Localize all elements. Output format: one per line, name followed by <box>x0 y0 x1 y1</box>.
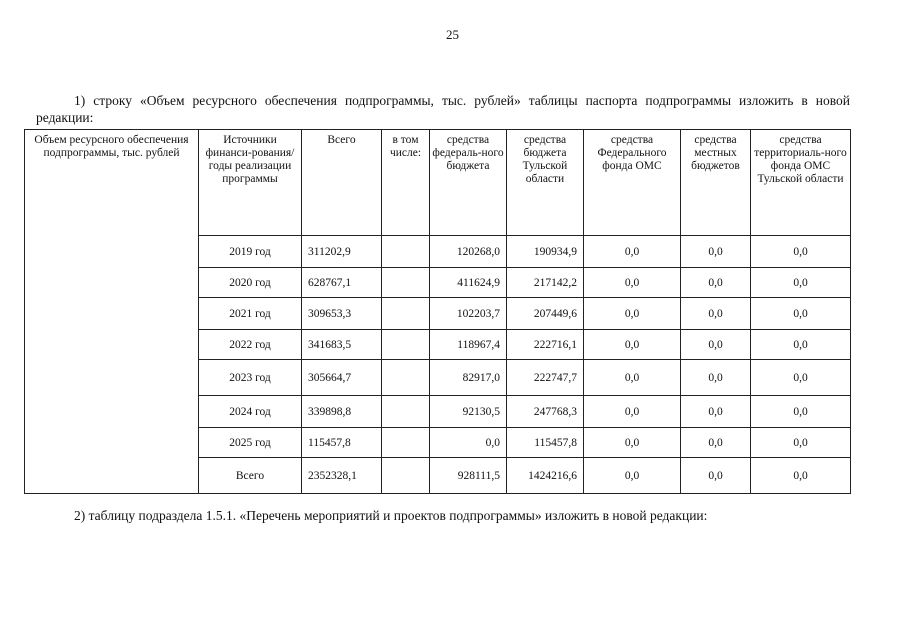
header-sources: Источники финанси-рования/ годы реализации программы <box>199 130 302 236</box>
local-cell: 0,0 <box>681 428 751 458</box>
instruction-item-2: 2) таблицу подраздела 1.5.1. «Перечень мероприятий и проектов подпрограммы» изложить в новой редакции: <box>74 508 708 523</box>
including-cell <box>382 458 430 494</box>
header-tfoms: средства территориаль-ного фонда ОМС Тульской области <box>751 130 851 236</box>
header-total: Всего <box>302 130 382 236</box>
financing-table <box>24 129 851 494</box>
total-cell: 115457,8 <box>302 428 382 458</box>
federal-cell: 102203,7 <box>430 298 507 330</box>
header-ffoms: средства Федерального фонда ОМС <box>584 130 681 236</box>
local-cell: 0,0 <box>681 396 751 428</box>
ffoms-cell: 0,0 <box>584 268 681 298</box>
year-cell: 2021 год <box>199 298 302 330</box>
year-cell: 2019 год <box>199 236 302 268</box>
including-cell <box>382 360 430 396</box>
total-cell: 628767,1 <box>302 268 382 298</box>
instruction-item-1: 1) строку «Объем ресурсного обеспечения подпрограммы, тыс. рублей» таблицы паспорта подпрограммы изложить в новой редакции: <box>36 93 850 125</box>
ffoms-cell: 0,0 <box>584 298 681 330</box>
federal-cell: 928111,5 <box>430 458 507 494</box>
local-cell: 0,0 <box>681 298 751 330</box>
local-cell: 0,0 <box>681 458 751 494</box>
tfoms-cell: 0,0 <box>751 298 851 330</box>
total-cell: 2352328,1 <box>302 458 382 494</box>
total-cell: 305664,7 <box>302 360 382 396</box>
year-cell: 2020 год <box>199 268 302 298</box>
regional-cell: 190934,9 <box>507 236 584 268</box>
ffoms-cell: 0,0 <box>584 360 681 396</box>
tfoms-cell: 0,0 <box>751 268 851 298</box>
tfoms-cell: 0,0 <box>751 236 851 268</box>
header-regional: средства бюджета Тульской области <box>507 130 584 236</box>
ffoms-cell: 0,0 <box>584 330 681 360</box>
header-local: средства местных бюджетов <box>681 130 751 236</box>
row-label-cell: Объем ресурсного обеспечения подпрограммы, тыс. рублей <box>25 130 199 494</box>
regional-cell: 222747,7 <box>507 360 584 396</box>
tfoms-cell: 0,0 <box>751 330 851 360</box>
local-cell: 0,0 <box>681 330 751 360</box>
federal-cell: 92130,5 <box>430 396 507 428</box>
table-header-row <box>25 130 851 236</box>
local-cell: 0,0 <box>681 268 751 298</box>
ffoms-cell: 0,0 <box>584 236 681 268</box>
local-cell: 0,0 <box>681 236 751 268</box>
year-cell: 2023 год <box>199 360 302 396</box>
federal-cell: 0,0 <box>430 428 507 458</box>
federal-cell: 82917,0 <box>430 360 507 396</box>
total-cell: 309653,3 <box>302 298 382 330</box>
year-cell: Всего <box>199 458 302 494</box>
including-cell <box>382 268 430 298</box>
regional-cell: 207449,6 <box>507 298 584 330</box>
year-cell: 2022 год <box>199 330 302 360</box>
including-cell <box>382 330 430 360</box>
ffoms-cell: 0,0 <box>584 428 681 458</box>
regional-cell: 115457,8 <box>507 428 584 458</box>
total-cell: 341683,5 <box>302 330 382 360</box>
header-including: в том числе: <box>382 130 430 236</box>
tfoms-cell: 0,0 <box>751 458 851 494</box>
regional-cell: 247768,3 <box>507 396 584 428</box>
regional-cell: 222716,1 <box>507 330 584 360</box>
local-cell: 0,0 <box>681 360 751 396</box>
year-cell: 2025 год <box>199 428 302 458</box>
tfoms-cell: 0,0 <box>751 428 851 458</box>
federal-cell: 118967,4 <box>430 330 507 360</box>
header-federal: средства федераль-ного бюджета <box>430 130 507 236</box>
tfoms-cell: 0,0 <box>751 396 851 428</box>
total-cell: 311202,9 <box>302 236 382 268</box>
year-cell: 2024 год <box>199 396 302 428</box>
regional-cell: 1424216,6 <box>507 458 584 494</box>
including-cell <box>382 236 430 268</box>
regional-cell: 217142,2 <box>507 268 584 298</box>
federal-cell: 411624,9 <box>430 268 507 298</box>
ffoms-cell: 0,0 <box>584 458 681 494</box>
tfoms-cell: 0,0 <box>751 360 851 396</box>
total-cell: 339898,8 <box>302 396 382 428</box>
including-cell <box>382 396 430 428</box>
including-cell <box>382 298 430 330</box>
including-cell <box>382 428 430 458</box>
ffoms-cell: 0,0 <box>584 396 681 428</box>
page-number: 25 <box>446 27 459 42</box>
federal-cell: 120268,0 <box>430 236 507 268</box>
